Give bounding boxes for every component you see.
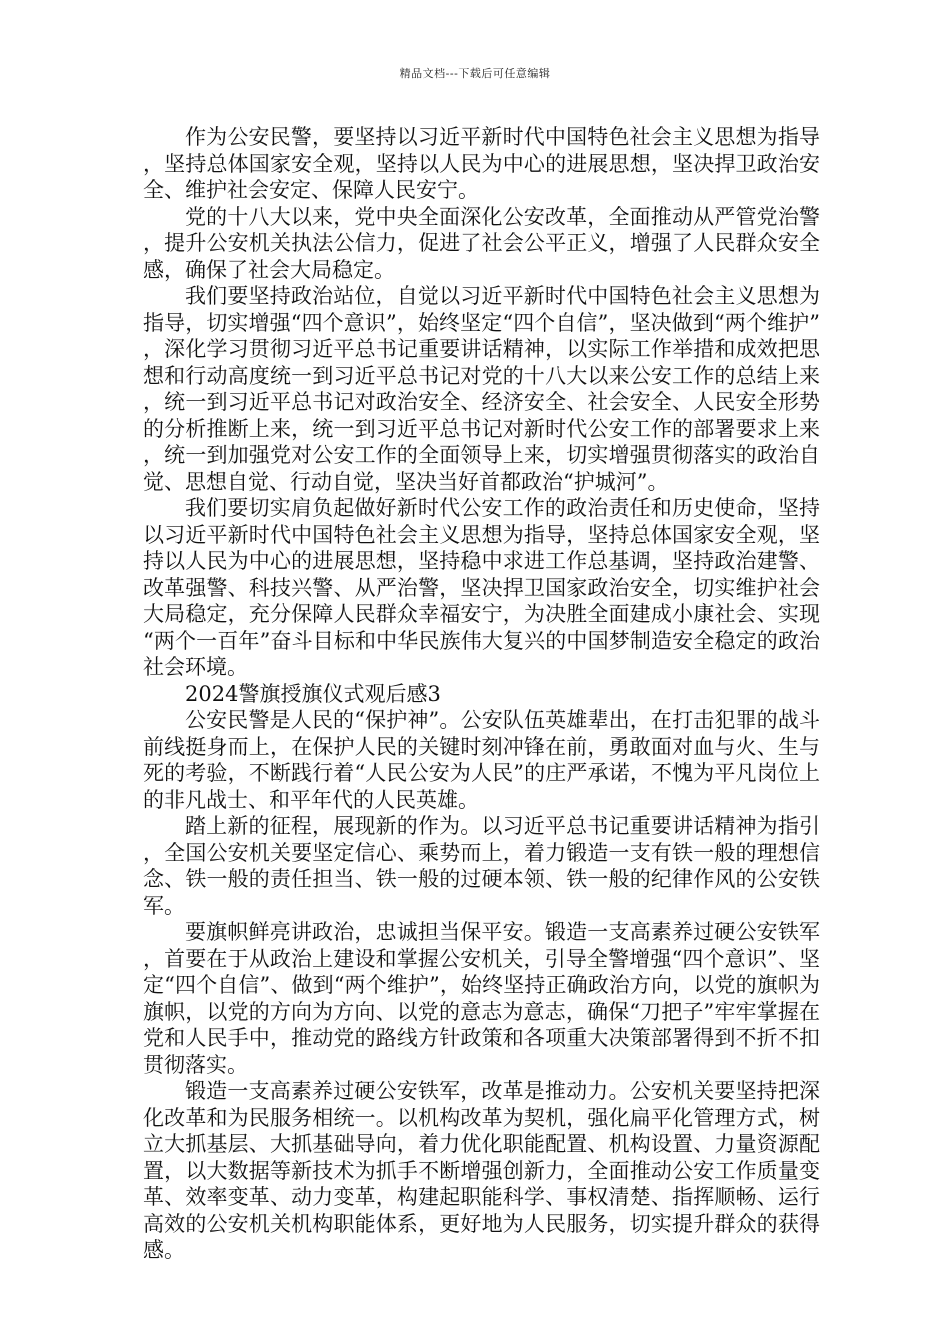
paragraph: 公安民警是人民的“保护神”。公安队伍英雄辈出，在打击犯罪的战斗前线挺身而上，在保护人民的关键时刻冲锋在前，勇敢面对血与火、生与死的考验，不断践行着“人民公安为人民”的庄严承诺，不愧为平凡岗位上的非凡战士、和平年代的人民英雄。 [143,708,820,812]
section-title: 2024警旗授旗仪式观后感3 [185,681,441,706]
paragraph: 党的十八大以来，党中央全面深化公安改革，全面推动从严管党治警，提升公安机关执法公信力，促进了社会公平正义，增强了人民群众安全感，确保了社会大局稳定。 [143,204,820,282]
paragraph: 锻造一支高素养过硬公安铁军，改革是推动力。公安机关要坚持把深化改革和为民服务相统一。以机构改革为契机，强化扁平化管理方式，树立大抓基层、大抓基础导向，着力优化职能配置、机构设置、力量资源配置，以大数据等新技术为抓手不断增强创新力，全面推动公安工作质量变革、效率变革、动力变革，构建起职能科学、事权清楚、指挥顺畅、运行高效的公安机关机构职能体系，更好地为人民服务，切实提升群众的获得感。 [143,1079,820,1262]
paragraph: 踏上新的征程，展现新的作为。以习近平总书记重要讲话精神为指引，全国公安机关要坚定信心、乘势而上，着力锻造一支有铁一般的理想信念、铁一般的责任担当、铁一般的过硬本领、铁一般的纪律作风的公安铁军。 [143,814,820,918]
paragraph: 要旗帜鲜亮讲政治，忠诚担当保平安。锻造一支高素养过硬公安铁军，首要在于从政治上建设和掌握公安机关，引导全警增强“四个意识”、坚定“四个自信”、做到“两个维护”，始终坚持正确政治方向，以党的旗帜为旗帜，以党的方向为方向、以党的意志为意志，确保“刀把子”牢牢掌握在党和人民手中，推动党的路线方针政策和各项重大决策部署得到不折不扣贯彻落实。 [143,920,820,1077]
document-body [143,124,820,1264]
paragraph: 我们要切实肩负起做好新时代公安工作的政治责任和历史使命，坚持以习近平新时代中国特色社会主义思想为指导，坚持总体国家安全观，坚持以人民为中心的进展思想，坚持稳中求进工作总基调，坚持政治建警、改革强警、科技兴警、从严治警，坚决捍卫国家政治安全，切实维护社会大局稳定，充分保障人民群众幸福安宁，为决胜全面建成小康社会、实现“两个一百年”奋斗目标和中华民族伟大复兴的中国梦制造安全稳定的政治社会环境。 [143,496,820,679]
page-header: 精品文档---下载后可任意编辑 [399,67,551,80]
paragraph: 作为公安民警，要坚持以习近平新时代中国特色社会主义思想为指导，坚持总体国家安全观，坚持以人民为中心的进展思想，坚决捍卫政治安全、维护社会安定、保障人民安宁。 [143,125,820,202]
paragraph: 我们要坚持政治站位，自觉以习近平新时代中国特色社会主义思想为指导，切实增强“四个意识”，始终坚定“四个自信”，坚决做到“两个维护”，深化学习贯彻习近平总书记重要讲话精神，以实际工作举措和成效把思想和行动高度统一到习近平总书记对党的十八大以来公安工作的总结上来，统一到习近平总书记对政治安全、经济安全、社会安全、人民安全形势的分析推断上来，统一到习近平总书记对新时代公安工作的部署要求上来，统一到加强党对公安工作的全面领导上来，切实增强贯彻落实的政治自觉、思想自觉、行动自觉，坚决当好首都政治“护城河”。 [143,284,820,494]
